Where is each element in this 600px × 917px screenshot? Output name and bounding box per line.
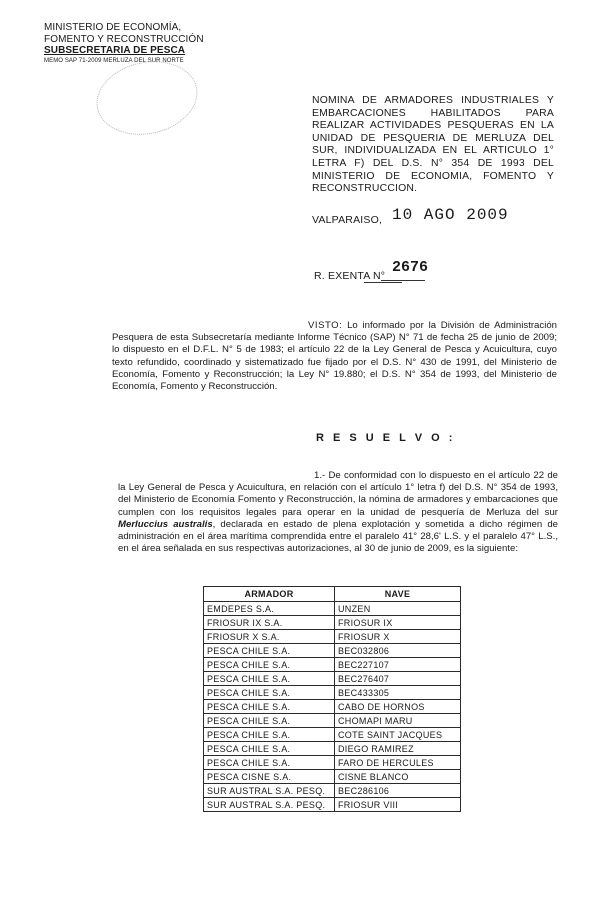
armador-cell: FRIOSUR X S.A. (204, 630, 335, 644)
visto-paragraph (112, 320, 557, 393)
table-row (204, 798, 461, 812)
nave-cell: FARO DE HERCULES (335, 756, 461, 770)
table-row (204, 630, 461, 644)
table-row (204, 770, 461, 784)
paragraph-text-b: , declarada en estado de plena explotación y sometida a dicho régimen de administración en el área marítima comprendida entre el paralelo 41° 28,6' L.S. y el paralelo 47° L.S., en el área señalada en sus respectivas autorizaciones, al 30 de junio de 2009, es la siguiente: (118, 518, 558, 555)
table-row (204, 616, 461, 630)
nave-cell: BEC286106 (335, 784, 461, 798)
resuelvo-heading: R E S U E L V O : (316, 432, 456, 444)
armador-cell: FRIOSUR IX S.A. (204, 616, 335, 630)
place-label: VALPARAISO, (312, 214, 383, 226)
nave-cell: BEC032806 (335, 644, 461, 658)
armador-cell: PESCA CHILE S.A. (204, 700, 335, 714)
nave-cell: BEC276407 (335, 672, 461, 686)
nave-cell: FRIOSUR X (335, 630, 461, 644)
table-row (204, 728, 461, 742)
subsecretaria-name: SUBSECRETARIA DE PESCA (44, 45, 186, 56)
nave-cell: UNZEN (335, 602, 461, 616)
table-row (204, 686, 461, 700)
armador-cell: PESCA CHILE S.A. (204, 714, 335, 728)
table-row (204, 784, 461, 798)
letterhead (44, 22, 204, 65)
table-row (204, 714, 461, 728)
armador-cell: PESCA CHILE S.A. (204, 658, 335, 672)
table-row (204, 700, 461, 714)
ministry-name-line1: MINISTERIO DE ECONOMÍA, (44, 22, 182, 33)
table-row (204, 742, 461, 756)
armador-cell: EMDEPES S.A. (204, 602, 335, 616)
paragraph-text-a: 1.- De conformidad con lo dispuesto en el artículo 22 de la Ley General de Pesca y Acuicultura, en relación con el artículo 1° letra f) del D.S. N° 354 de 1993, del Ministerio de Economía Fomento y Reconstrucción, la nómina de armadores y embarcaciones que cumplen con los requisitos legales para operar en la unidad de pesquería de Merluza del sur (118, 470, 558, 518)
header-armador: ARMADOR (204, 587, 335, 602)
armador-cell: PESCA CISNE S.A. (204, 770, 335, 784)
date-stamp: 10 AGO 2009 (392, 206, 509, 224)
armador-cell: SUR AUSTRAL S.A. PESQ. (204, 798, 335, 812)
nave-cell: FRIOSUR VIII (335, 798, 461, 812)
visto-text: Lo informado por la División de Administración Pesquera de esta Subsecretaría mediante Informe Técnico (SAP) N° 71 de fecha 25 de junio de 2009; lo dispuesto en el D.F.L. N° 5 de 1983; el artículo 22 de la Ley General de Pesca y Acuicultura, cuyo texto refundido, coordinado y sistematizado fue fijado por el D.S. N° 430 de 1991, del Ministerio de Economía, Fomento y Reconstrucción; la Ley N° 19.880; el D.S. N° 354 de 1993, del Ministerio de Economía, Fomento y Reconstrucción. (112, 320, 557, 393)
armador-cell: SUR AUSTRAL S.A. PESQ. (204, 784, 335, 798)
table-row (204, 644, 461, 658)
table-row (204, 602, 461, 616)
exenta-label: R. EXENTA N° (314, 270, 386, 282)
visto-label: VISTO: (308, 320, 343, 331)
faint-seal-stamp (90, 52, 205, 144)
resolution-number: 2676 (392, 259, 429, 276)
armador-cell: PESCA CHILE S.A. (204, 672, 335, 686)
nave-cell: FRIOSUR IX (335, 616, 461, 630)
vessels-table (203, 586, 461, 812)
nave-cell: COTE SAINT JACQUES (335, 728, 461, 742)
number-underline (381, 280, 425, 281)
nave-cell: DIEGO RAMIREZ (335, 742, 461, 756)
table-header-row (204, 587, 461, 602)
table-row (204, 658, 461, 672)
header-nave: NAVE (335, 587, 461, 602)
nave-cell: BEC433305 (335, 686, 461, 700)
ministry-name-line2: FOMENTO Y RECONSTRUCCIÓN (44, 33, 204, 45)
nave-cell: CHOMAPI MARU (335, 714, 461, 728)
armador-cell: PESCA CHILE S.A. (204, 742, 335, 756)
armador-cell: PESCA CHILE S.A. (204, 686, 335, 700)
exenta-underline (364, 282, 402, 283)
nave-cell: CISNE BLANCO (335, 770, 461, 784)
nave-cell: BEC227107 (335, 658, 461, 672)
armador-cell: PESCA CHILE S.A. (204, 756, 335, 770)
nave-cell: CABO DE HORNOS (335, 700, 461, 714)
document-title: NOMINA DE ARMADORES INDUSTRIALES Y EMBARCACIONES HABILITADOS PARA REALIZAR ACTIVIDADES PESQUERAS EN LA UNIDAD DE PESQUERIA DE MERLUZA DEL SUR, INDIVIDUALIZADA EN EL ARTICULO 1° LETRA F) DEL D.S. N° 354 DE 1993 DEL MINISTERIO DE ECONOMIA, FOMENTO Y RECONSTRUCCION. (312, 95, 554, 195)
resolution-paragraph-1 (118, 470, 558, 555)
armador-cell: PESCA CHILE S.A. (204, 728, 335, 742)
table-row (204, 756, 461, 770)
armador-cell: PESCA CHILE S.A. (204, 644, 335, 658)
memo-reference: MEMO SAP 71-2009 MERLUZA DEL SUR NORTE (44, 57, 184, 64)
table-row (204, 672, 461, 686)
species-name: Merluccius australis (118, 518, 213, 530)
